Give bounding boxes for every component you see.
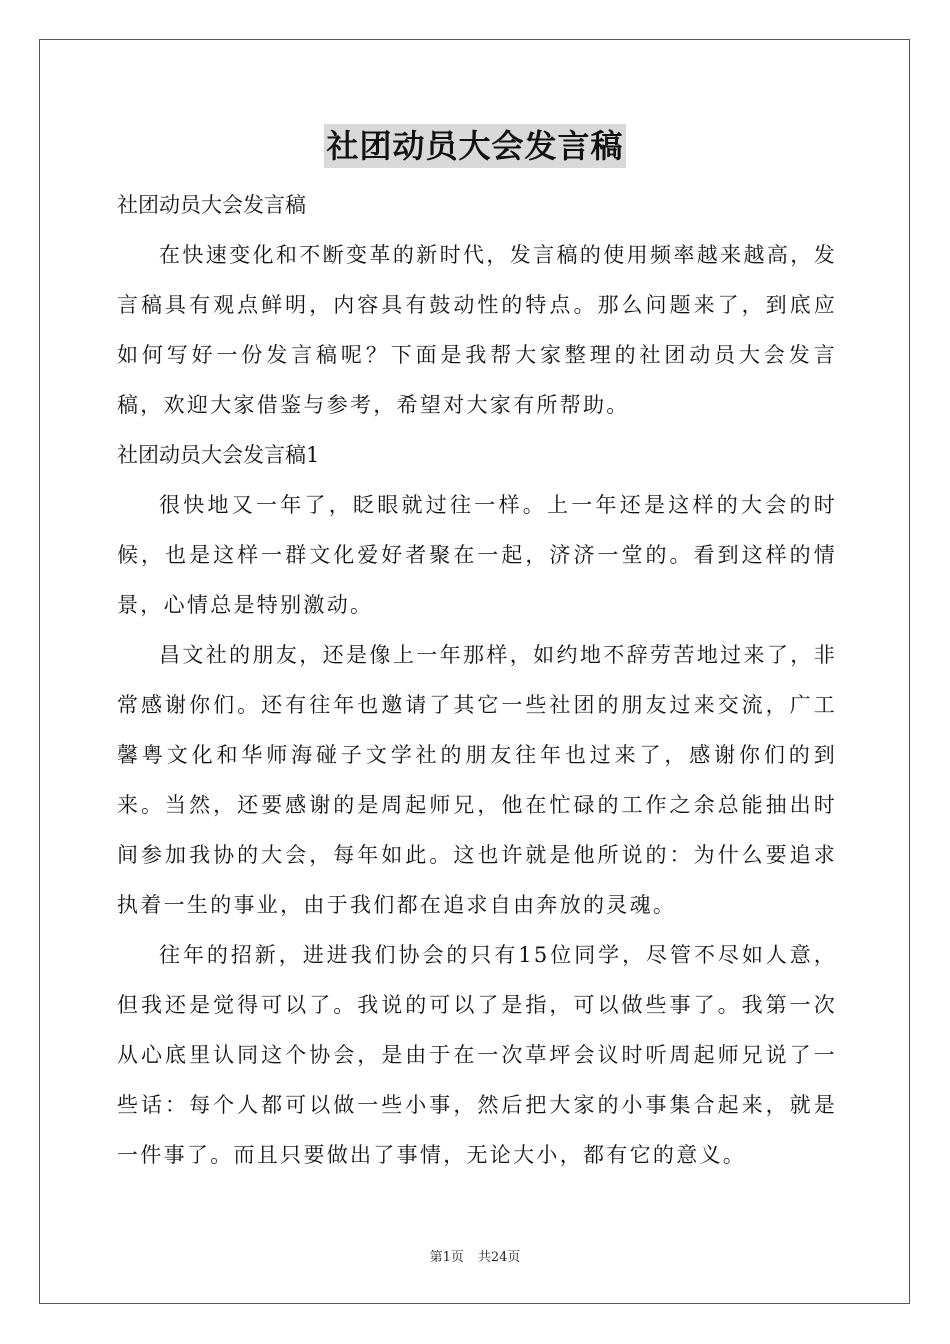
intro-paragraph: 在快速变化和不断变革的新时代，发言稿的使用频率越来越高，发言稿具有观点鲜明，内容具有鼓动性的特点。那么问题来了，到底应如何写好一份发言稿呢？下面是我帮大家整理的社团动员大会发言稿，欢迎大家借鉴与参考，希望对大家有所帮助。 [117, 243, 837, 417]
title-container [0, 124, 950, 168]
document-body [117, 180, 837, 1180]
document-title: 社团动员大会发言稿 [324, 124, 625, 168]
body-paragraph-2: 昌文社的朋友，还是像上一年那样，如约地不辞劳苦地过来了，非常感谢你们。还有往年也邀请了其它一些社团的朋友过来交流，广工馨粤文化和华师海碰子文学社的朋友往年也过来了，感谢你们的到来。当然，还要感谢的是周起师兄，他在忙碌的工作之余总能抽出时间参加我协的大会，每年如此。这也许就是他所说的：为什么要追求执着一生的事业，由于我们都在追求自由奔放的灵魂。 [117, 643, 837, 917]
section-heading: 社团动员大会发言稿1 [117, 443, 320, 467]
body-paragraph-3: 往年的招新，进进我们协会的只有15位同学，尽管不尽如人意，但我还是觉得可以了。我说的可以了是指，可以做些事了。我第一次从心底里认同这个协会，是由于在一次草坪会议时听周起师兄说了一些话：每个人都可以做一些小事，然后把大家的小事集合起来，就是一件事了。而且只要做出了事情，无论大小，都有它的意义。 [117, 943, 837, 1167]
page-number: 第1页 [429, 1250, 464, 1265]
intro-subheading: 社团动员大会发言稿 [117, 193, 306, 217]
page-footer [0, 1246, 950, 1265]
page-total: 共24页 [477, 1250, 521, 1265]
body-paragraph-1: 很快地又一年了，眨眼就过往一样。上一年还是这样的大会的时候，也是这样一群文化爱好者聚在一起，济济一堂的。看到这样的情景，心情总是特别激动。 [117, 493, 837, 617]
